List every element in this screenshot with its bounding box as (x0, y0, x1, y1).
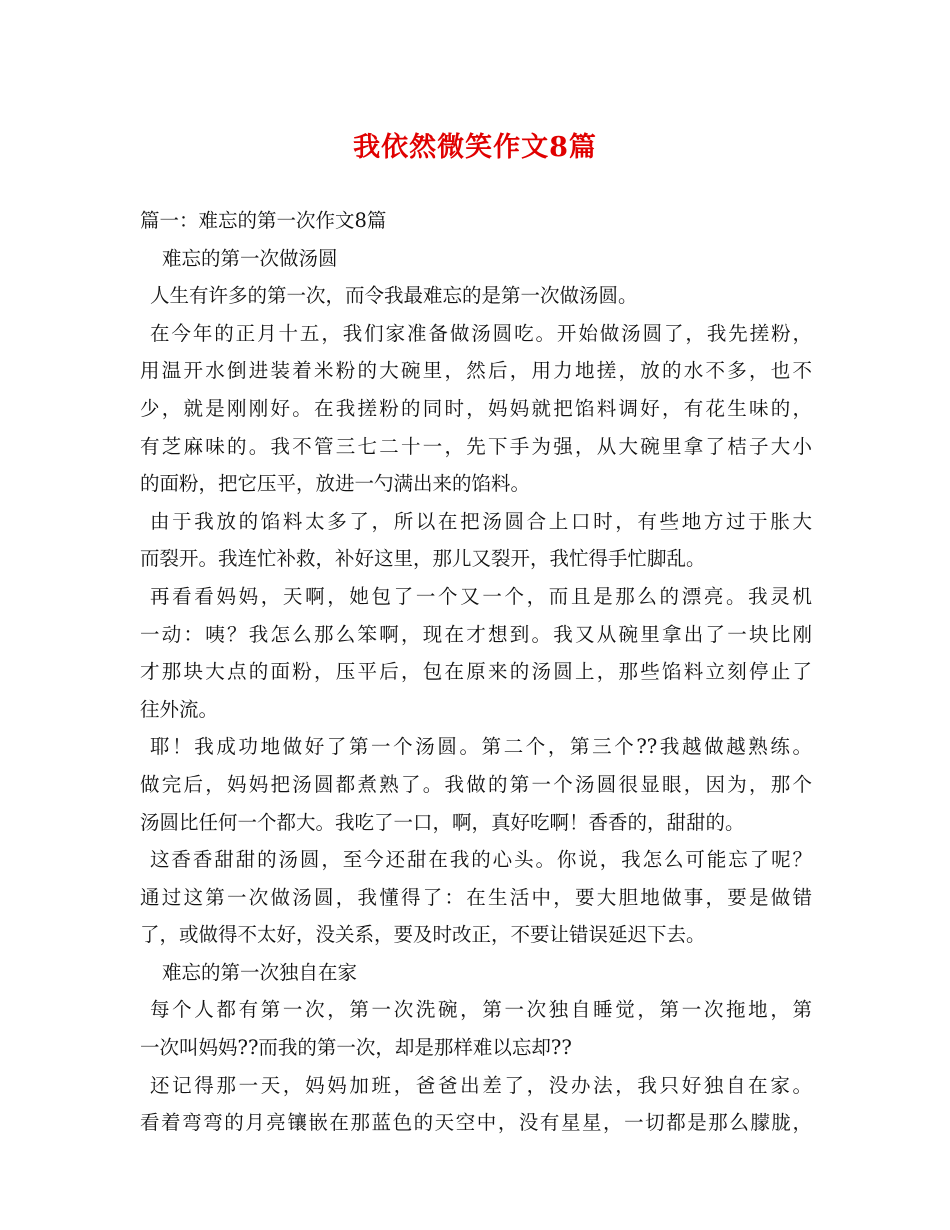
paragraph-line: 汤圆比任何一个都大。我吃了一口，啊，真好吃啊！香香的，甜甜的。 (140, 810, 745, 834)
paragraph-line: 才那块大点的面粉，压平后，包在原来的汤圆上，那些馅料立刻停止了 (140, 660, 812, 684)
paragraph-line: 这香香甜甜的汤圆，至今还甜在我的心头。你说，我怎么可能忘了呢？ (150, 848, 812, 872)
paragraph-line: 人生有许多的第一次，而令我最难忘的是第一次做汤圆。 (150, 284, 638, 308)
paragraph-line: 了，或做得不太好，没关系，要及时改正，不要让错误延迟下去。 (140, 923, 706, 947)
paragraph-line: 再看看妈妈，天啊，她包了一个又一个，而且是那么的漂亮。我灵机 (150, 584, 812, 608)
section-heading: 篇一：难忘的第一次作文8篇 (140, 209, 387, 232)
paragraph-line: 少，就是刚刚好。在我搓粉的同时，妈妈就把馅料调好，有花生味的， (140, 396, 812, 420)
paragraph-line: 在今年的正月十五，我们家准备做汤圆吃。开始做汤圆了，我先搓粉， (150, 321, 812, 345)
paragraph-line: 做完后，妈妈把汤圆都煮熟了。我做的第一个汤圆很显眼，因为，那个 (140, 772, 812, 796)
paragraph-line: 一动：咦？我怎么那么笨啊，现在才想到。我又从碗里拿出了一块比刚 (140, 622, 812, 646)
subsection-heading: 难忘的第一次做汤圆 (162, 246, 338, 270)
paragraph-line: 看着弯弯的月亮镶嵌在那蓝色的天空中，没有星星，一切都是那么朦胧， (140, 1111, 812, 1135)
paragraph-line: 一次叫妈妈??而我的第一次，却是那样难以忘却?? (140, 1036, 572, 1060)
paragraph-line: 还记得那一天，妈妈加班，爸爸出差了，没办法，我只好独自在家。 (150, 1073, 812, 1097)
paragraph-line: 往外流。 (140, 697, 219, 721)
subsection-heading: 难忘的第一次独自在家 (162, 960, 358, 984)
paragraph-line: 而裂开。我连忙补救，补好这里，那儿又裂开，我忙得手忙脚乱。 (140, 547, 706, 571)
paragraph-line: 耶！我成功地做好了第一个汤圆。第二个，第三个??我越做越熟练。 (150, 735, 812, 759)
paragraph-line: 有芝麻味的。我不管三七二十一，先下手为强，从大碗里拿了桔子大小 (140, 434, 812, 458)
paragraph-line: 的面粉，把它压平，放进一勺满出来的馅料。 (140, 472, 531, 496)
paragraph-line: 每个人都有第一次，第一次洗碗，第一次独自睡觉，第一次拖地，第 (150, 998, 812, 1022)
document-title: 我依然微笑作文8篇 (353, 132, 597, 163)
paragraph-line: 用温开水倒进装着米粉的大碗里，然后，用力地搓，放的水不多，也不 (140, 359, 812, 383)
paragraph-line: 通过这第一次做汤圆，我懂得了：在生活中，要大胆地做事，要是做错 (140, 885, 812, 909)
paragraph-line: 由于我放的馅料太多了，所以在把汤圆合上口时，有些地方过于胀大 (150, 509, 812, 533)
document-body (140, 202, 812, 1142)
